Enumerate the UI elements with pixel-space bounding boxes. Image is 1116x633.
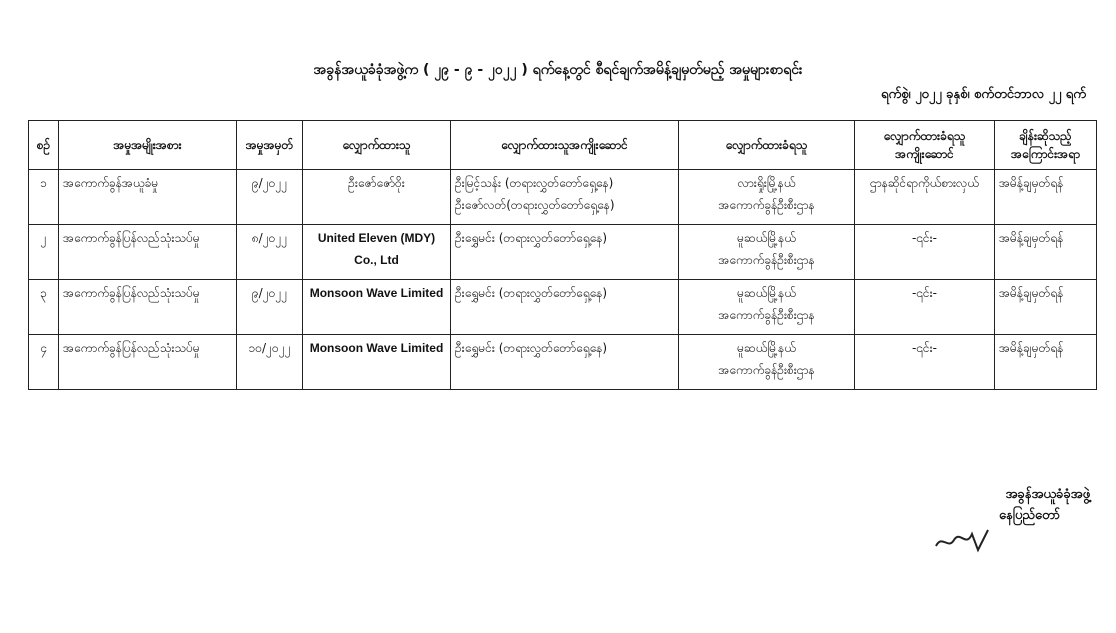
cell-respondent-rep: ဌာနဆိုင်ရာကိုယ်စားလှယ် [855,170,995,225]
respondent-line: မူဆယ်မြို့နယ် [737,231,796,245]
cell-applicant [303,225,451,280]
applicant-line: Co., Ltd [354,253,399,267]
header-applicant: လျှောက်ထားသူ [303,121,451,170]
signature-block [920,486,1090,554]
cell-case-type: အကောက်ခွန်ပြန်လည်သုံးသပ်မှု [59,225,237,280]
cell-respondent-rep: -၎င်း- [855,225,995,280]
cell-applicant-rep: ဦးရွှေမင်း (တရားလွှတ်တော်ရှေ့နေ) [451,335,679,390]
cell-respondent [679,280,855,335]
cell-respondent-rep: -၎င်း- [855,335,995,390]
cell-applicant-rep: ဦးရွှေမင်း (တရားလွှတ်တော်ရှေ့နေ) [451,280,679,335]
signature-city: နေပြည်တော် [998,508,1060,523]
cell-applicant: Monsoon Wave Limited [303,280,451,335]
cell-applicant: Monsoon Wave Limited [303,335,451,390]
case-list-table [28,120,1097,390]
cell-respondent-rep: -၎င်း- [855,280,995,335]
table-header-row [29,121,1097,170]
header-respondent-rep: လျှောက်ထားခံရသူ အကျိုးဆောင် [855,121,995,170]
cell-case-no: ၁၀/၂၀၂၂ [237,335,303,390]
document-date: ရက်စွဲ၊ ၂၀၂၂ ခုနှစ်၊ စက်တင်ဘာလ ၂၂ ရက် [881,87,1086,102]
applicant-line: United Eleven (MDY) [317,231,436,245]
respondent-line: လားရှိုးမြို့နယ် [737,176,796,190]
respondent-line: မူဆယ်မြို့နယ် [737,286,796,300]
cell-applicant-rep: ဦးရွှေမင်း (တရားလွှတ်တော်ရှေ့နေ) [451,225,679,280]
header-respondent: လျှောက်ထားခံရသူ [679,121,855,170]
respondent-line: အကောက်ခွန်ဦးစီးဌာန [718,308,815,322]
cell-no: ၄ [29,335,59,390]
signature-scribble [932,528,1022,554]
applicant-rep-line: ဦးမြင့်သန်း (တရားလွှတ်တော်ရှေ့နေ) [455,176,614,190]
respondent-line: အကောက်ခွန်ဦးစီးဌာန [718,253,815,267]
respondent-line: အကောက်ခွန်ဦးစီးဌာန [718,198,815,212]
table-row [29,280,1097,335]
cell-applicant-rep [451,170,679,225]
cell-no: ၃ [29,280,59,335]
cell-respondent [679,335,855,390]
cell-purpose: အမိန့်ချမှတ်ရန် [995,170,1097,225]
cell-case-type: အကောက်ခွန်ပြန်လည်သုံးသပ်မှု [59,280,237,335]
cell-purpose: အမိန့်ချမှတ်ရန် [995,280,1097,335]
cell-case-no: ၉/၂၀၂၂ [237,280,303,335]
applicant-rep-line: ဦးဇော်လတ်(တရားလွှတ်တော်ရှေ့နေ) [455,198,615,212]
cell-no: ၂ [29,225,59,280]
header-case-no: အမှုအမှတ် [237,121,303,170]
table-row [29,335,1097,390]
cell-case-type: အကောက်ခွန်ပြန်လည်သုံးသပ်မှု [59,335,237,390]
cell-case-type: အကောက်ခွန်အယူခံမှု [59,170,237,225]
header-no: စဉ် [29,121,59,170]
respondent-line: အကောက်ခွန်ဦးစီးဌာန [718,363,815,377]
page-title: အခွန်အယူခံခုံအဖွဲ့က ( ၂၉ - ၉ - ၂၀၂၂ ) ရက်နေ့တွင် စီရင်ချက်အမိန့်ချမှတ်မည့် အမှုများစာရင်း [313,62,803,78]
header-purpose: ချိန်းဆိုသည့် အကြောင်းအရာ [995,121,1097,170]
cell-respondent [679,225,855,280]
cell-purpose: အမိန့်ချမှတ်ရန် [995,225,1097,280]
cell-case-no: ၈/၂၀၂၂ [237,225,303,280]
cell-purpose: အမိန့်ချမှတ်ရန် [995,335,1097,390]
cell-case-no: ၉/၂၀၂၂ [237,170,303,225]
cell-no: ၁ [29,170,59,225]
cell-respondent [679,170,855,225]
header-case-type: အမှုအမျိုးအစား [59,121,237,170]
respondent-line: မူဆယ်မြို့နယ် [737,341,796,355]
table-row [29,225,1097,280]
handwritten-signature [920,528,1090,554]
header-applicant-rep: လျှောက်ထားသူအကျိုးဆောင် [451,121,679,170]
table-row [29,170,1097,225]
cell-applicant: ဦးဇော်ဇော်ဝိုး [303,170,451,225]
signature-office: အခွန်အယူခံခုံအဖွဲ့ [1005,487,1090,502]
